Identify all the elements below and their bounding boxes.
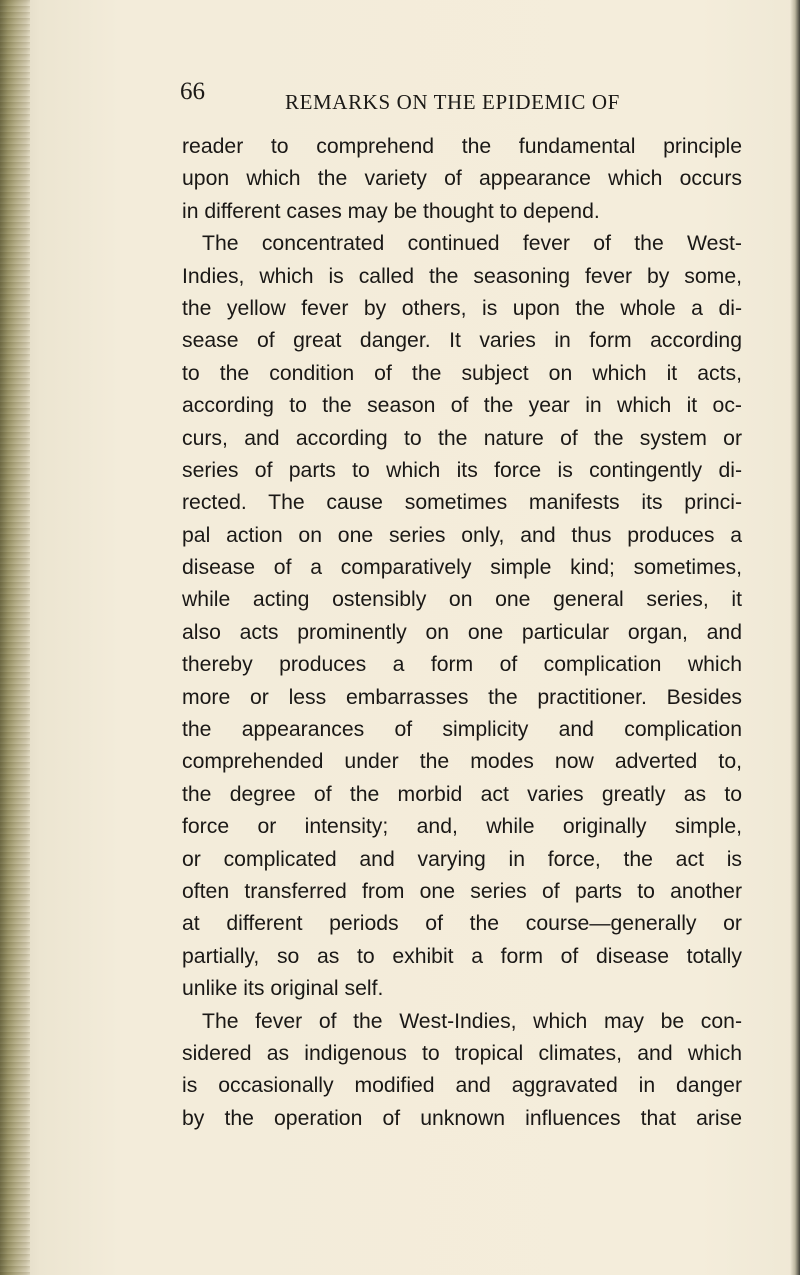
text-line: often transferred from one series of parts to another [182, 879, 742, 903]
text-line: the degree of the morbid act varies greatly as to [182, 782, 742, 806]
text-line: partially, so as to exhibit a form of disease totally [182, 944, 742, 968]
text-line: pal action on one series only, and thus produces a [182, 523, 742, 547]
text-line: at different periods of the course—generally or [182, 912, 742, 936]
text-line: the yellow fever by others, is upon the whole a di- [182, 296, 742, 320]
text-line: more or less embarrasses the practitioner. Besides [182, 685, 742, 709]
text-line: while acting ostensibly on one general series, it [182, 588, 742, 612]
text-line: sidered as indigenous to tropical climates, and which [182, 1041, 742, 1065]
body-text [182, 131, 742, 1135]
text-line: by the operation of unknown influences that arise [182, 1106, 742, 1130]
text-line: The concentrated continued fever of the West- [202, 232, 742, 256]
text-line: thereby produces a form of complication which [182, 653, 742, 677]
text-line: the appearances of simplicity and complication [182, 718, 742, 742]
text-line: sease of great danger. It varies in form according [182, 329, 742, 353]
text-line: reader to comprehend the fundamental principle [182, 135, 742, 158]
page-number: 66 [180, 78, 205, 105]
text-line: upon which the variety of appearance which occurs [182, 167, 742, 191]
running-title: REMARKS ON THE EPIDEMIC OF [285, 90, 620, 114]
text-line: unlike its original self. [182, 977, 384, 1001]
text-line: disease of a comparatively simple kind; sometimes, [182, 556, 742, 580]
text-line: comprehended under the modes now adverted to, [182, 750, 742, 774]
text-line: also acts prominently on one particular organ, and [182, 620, 742, 644]
text-line: force or intensity; and, while originally simple, [182, 815, 742, 839]
text-line: or complicated and varying in force, the act is [182, 847, 742, 871]
text-line: curs, and according to the nature of the system or [182, 426, 742, 450]
text-line: Indies, which is called the seasoning fever by some, [182, 264, 742, 288]
text-line: rected. The cause sometimes manifests its princi- [182, 491, 742, 515]
text-line: The fever of the West-Indies, which may be con- [202, 1009, 742, 1033]
text-line: is occasionally modified and aggravated in danger [182, 1074, 742, 1098]
page-right-edge [790, 0, 800, 1275]
book-binding-edge [0, 0, 30, 1275]
text-line: series of parts to which its force is contingently di- [182, 458, 742, 482]
text-line: according to the season of the year in which it oc- [182, 394, 742, 418]
text-line: in different cases may be thought to depend. [182, 199, 600, 223]
text-line: to the condition of the subject on which it acts, [182, 361, 742, 385]
page-header [180, 76, 700, 116]
